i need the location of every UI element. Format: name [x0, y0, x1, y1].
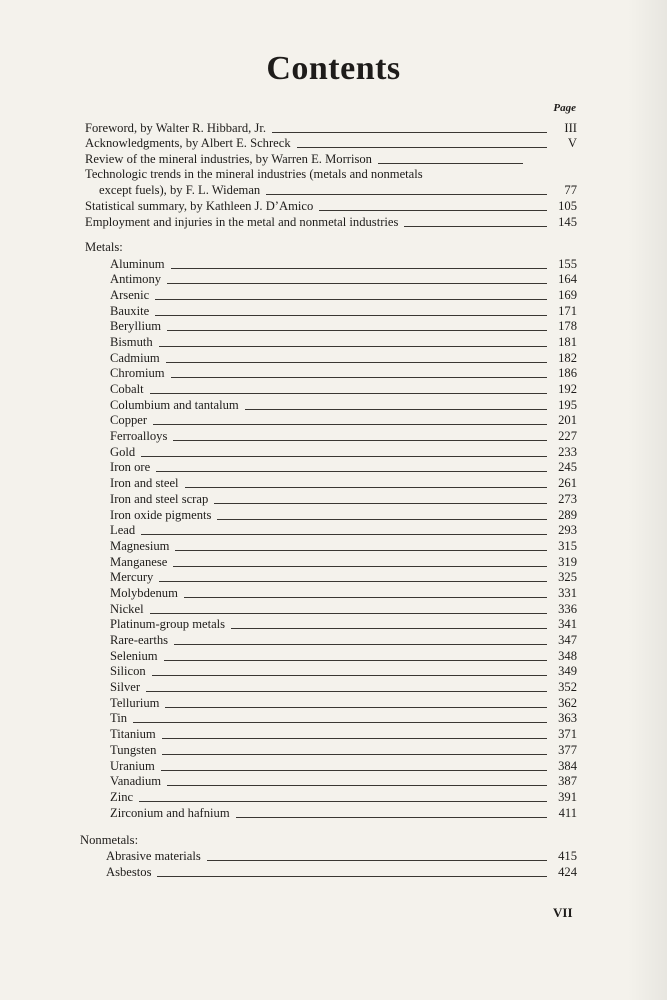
entry-title: Employment and injuries in the metal and nonmetal industries [85, 214, 399, 229]
spacer [85, 821, 577, 833]
entry-title: Tin [110, 711, 128, 726]
toc-entry[interactable] [85, 805, 577, 821]
toc-entry[interactable] [85, 475, 577, 491]
entry-page: 105 [558, 199, 577, 214]
entry-page: 178 [558, 319, 577, 334]
entry-title: Foreword, by Walter R. Hibbard, Jr. [85, 120, 266, 135]
entry-title: Magnesium [110, 538, 170, 553]
toc-entry[interactable] [85, 287, 577, 303]
entry-page: 384 [558, 758, 577, 773]
toc-entry[interactable] [85, 460, 577, 476]
entry-page: 331 [558, 585, 577, 600]
leader-line [164, 659, 547, 661]
leader-line [217, 518, 547, 520]
section-heading-nonmetals: Nonmetals: [80, 832, 139, 847]
entry-page: V [567, 136, 577, 151]
leader-line [150, 612, 547, 614]
toc-entry[interactable] [85, 864, 577, 880]
toc-entry[interactable] [85, 198, 577, 214]
leader-line [162, 737, 547, 739]
toc-entry[interactable] [85, 136, 577, 152]
toc-entry[interactable] [85, 303, 577, 319]
toc-entry[interactable] [85, 350, 577, 366]
entry-page: 415 [558, 849, 577, 864]
spacer [85, 230, 577, 240]
entry-page: 164 [558, 272, 577, 287]
toc-entry[interactable] [85, 120, 577, 136]
entry-title: Iron oxide pigments [110, 507, 212, 522]
leader-line [404, 225, 547, 227]
toc-entry[interactable] [85, 444, 577, 460]
leader-line [171, 267, 547, 269]
entry-title: Arsenic [110, 287, 150, 302]
entry-page: 145 [558, 214, 577, 229]
leader-line [207, 859, 547, 861]
entry-title: Abrasive materials [106, 849, 201, 864]
page-edge-shadow [627, 0, 667, 1000]
entry-page: 181 [558, 334, 577, 349]
toc-entry[interactable] [85, 617, 577, 633]
toc-entry[interactable] [85, 272, 577, 288]
entry-title: Titanium [110, 727, 156, 742]
toc-entry[interactable] [85, 726, 577, 742]
toc-entry[interactable] [85, 413, 577, 429]
toc-entry[interactable] [85, 538, 577, 554]
toc-entry[interactable] [85, 381, 577, 397]
leader-line [297, 146, 547, 148]
entry-title: Iron and steel scrap [110, 491, 209, 506]
entry-title: Aluminum [110, 256, 165, 271]
entry-page: 336 [558, 601, 577, 616]
toc-entry[interactable] [85, 491, 577, 507]
leader-line [266, 193, 547, 195]
entry-page: 233 [558, 444, 577, 459]
toc-entry[interactable] [85, 167, 577, 198]
entry-page: 261 [558, 476, 577, 491]
entry-page: 424 [558, 864, 577, 879]
leader-line [156, 470, 547, 472]
entry-page: 293 [558, 523, 577, 538]
entry-page: 77 [564, 183, 577, 198]
entry-title: Chromium [110, 366, 165, 381]
leader-line [139, 800, 547, 802]
leader-line [175, 549, 547, 551]
toc-entry[interactable] [85, 679, 577, 695]
entry-title: Acknowledgments, by Albert E. Schreck [85, 136, 291, 151]
toc-entry[interactable] [85, 334, 577, 350]
leader-line [162, 753, 547, 755]
entry-page: 171 [558, 303, 577, 318]
entry-title: Molybdenum [110, 585, 178, 600]
entry-title: Bismuth [110, 334, 153, 349]
leader-line [319, 209, 547, 211]
toc-entry[interactable] [85, 366, 577, 382]
entry-title: Asbestos [106, 864, 152, 879]
toc-entry[interactable] [85, 774, 577, 790]
toc-entry[interactable] [85, 632, 577, 648]
entry-title: Tellurium [110, 695, 160, 710]
leader-line [245, 408, 547, 410]
toc-entry[interactable] [85, 151, 577, 167]
entry-title: Gold [110, 444, 136, 459]
entry-page: 371 [558, 727, 577, 742]
entry-page: 377 [558, 742, 577, 757]
entry-page: 341 [558, 617, 577, 632]
leader-line [165, 706, 547, 708]
entry-title: Rare-earths [110, 633, 169, 647]
toc-entry[interactable] [85, 789, 577, 805]
entry-title: Silicon [110, 664, 146, 679]
leader-line [173, 439, 547, 441]
toc-entry[interactable] [85, 554, 577, 570]
entry-page: 319 [558, 554, 577, 569]
entry-page: 352 [558, 680, 577, 695]
entry-page: 391 [558, 789, 577, 804]
entry-page: 349 [558, 664, 577, 679]
leader-line [159, 345, 547, 347]
leader-line [214, 502, 547, 504]
leader-line [231, 627, 547, 629]
leader-line [171, 376, 547, 378]
entry-title: Antimony [110, 272, 162, 287]
leader-line [167, 784, 547, 786]
leader-line [174, 643, 547, 645]
entry-page: 363 [558, 711, 577, 726]
leader-line [141, 455, 547, 457]
leader-line [155, 298, 547, 300]
toc-entry[interactable] [85, 742, 577, 758]
entry-page: 186 [558, 366, 577, 381]
leader-line [167, 329, 547, 331]
leader-line [150, 392, 547, 394]
entry-title: Ferroalloys [110, 429, 168, 444]
entry-page: 227 [558, 429, 577, 444]
toc-entry[interactable] [85, 648, 577, 664]
leader-line [155, 314, 547, 316]
toc-entry[interactable] [85, 507, 577, 523]
entry-page: 348 [558, 648, 577, 663]
table-of-contents [80, 120, 577, 880]
leader-line [161, 769, 547, 771]
entry-page: 169 [558, 287, 577, 302]
toc-entry[interactable] [85, 428, 577, 444]
toc-entry[interactable] [85, 849, 577, 865]
entry-title: Uranium [110, 758, 155, 773]
toc-entry[interactable] [85, 523, 577, 539]
entry-page: 201 [558, 413, 577, 428]
leader-line [272, 131, 547, 133]
leader-line [236, 816, 547, 818]
toc-entry[interactable] [85, 758, 577, 774]
entry-page: 347 [558, 633, 577, 647]
entry-page: 195 [558, 397, 577, 412]
entry-page: 182 [558, 350, 577, 365]
front-matter-list [85, 120, 577, 230]
entry-page: 192 [558, 382, 577, 396]
entry-title-continued: except fuels), by F. L. Wideman [99, 183, 261, 198]
nonmetals-list [85, 849, 577, 880]
entry-page: 245 [558, 460, 577, 475]
entry-title: Bauxite [110, 303, 150, 318]
entry-title: Technologic trends in the mineral industries (metals and nonmetals [85, 167, 423, 182]
entry-title: Cobalt [110, 382, 144, 396]
page-title: Contents [266, 50, 401, 87]
toc-entry[interactable] [85, 711, 577, 727]
toc-entry[interactable] [85, 570, 577, 586]
leader-line [159, 580, 547, 582]
entry-page: 411 [558, 805, 577, 820]
toc-entry[interactable] [85, 397, 577, 413]
entry-title: Nickel [110, 601, 144, 616]
entry-title: Lead [110, 523, 136, 538]
entry-title: Columbium and tantalum [110, 397, 239, 412]
leader-line [184, 596, 547, 598]
toc-entry[interactable] [85, 585, 577, 601]
page-column-header: Page [553, 102, 576, 114]
leader-line [141, 533, 547, 535]
toc-entry[interactable] [85, 319, 577, 335]
entry-title: Review of the mineral industries, by Warren E. Morrison [85, 152, 372, 167]
entry-title: Copper [110, 413, 148, 428]
entry-continuation [85, 183, 577, 199]
entry-page: III [564, 120, 577, 135]
entry-page: 289 [558, 507, 577, 522]
leader-line [153, 423, 547, 425]
toc-entry[interactable] [85, 695, 577, 711]
leader-line [378, 162, 523, 164]
entry-title: Manganese [110, 554, 168, 569]
entry-title: Silver [110, 680, 141, 695]
entry-title: Zirconium and hafnium [110, 805, 230, 820]
entry-title: Iron ore [110, 460, 151, 475]
leader-line [152, 674, 547, 676]
leader-line [173, 565, 547, 567]
entry-title: Selenium [110, 648, 158, 663]
leader-line [166, 361, 547, 363]
entry-page: 325 [558, 570, 577, 585]
toc-entry[interactable] [85, 664, 577, 680]
entry-title: Cadmium [110, 350, 160, 365]
page-number: VII [553, 905, 573, 920]
section-heading-metals: Metals: [85, 239, 123, 254]
leader-line [185, 486, 547, 488]
toc-entry[interactable] [85, 601, 577, 617]
entry-title: Iron and steel [110, 476, 179, 491]
entry-page: 315 [558, 538, 577, 553]
entry-title: Platinum-group metals [110, 617, 226, 632]
leader-line [167, 282, 547, 284]
toc-entry[interactable] [85, 214, 577, 230]
leader-line [146, 690, 547, 692]
entry-page: 387 [558, 774, 577, 789]
entry-title: Mercury [110, 570, 154, 585]
entry-title: Zinc [110, 789, 134, 804]
metals-list [85, 256, 577, 821]
toc-entry[interactable] [85, 256, 577, 272]
entry-title: Statistical summary, by Kathleen J. D’Amico [85, 199, 314, 214]
entry-page: 273 [558, 491, 577, 506]
entry-page: 155 [558, 256, 577, 271]
leader-line [133, 721, 547, 723]
entry-page: 362 [558, 695, 577, 710]
leader-line [157, 875, 547, 877]
entry-title: Beryllium [110, 319, 162, 334]
entry-title: Tungsten [110, 742, 157, 757]
entry-title: Vanadium [110, 774, 162, 789]
